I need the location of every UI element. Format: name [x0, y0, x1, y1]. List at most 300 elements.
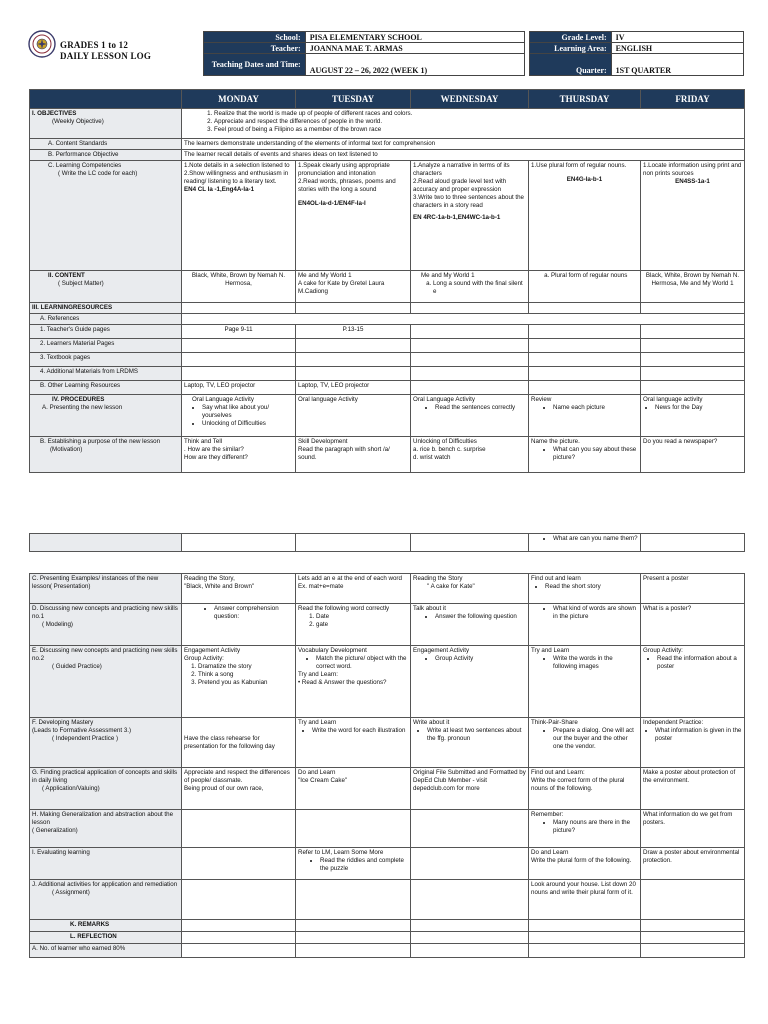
- list-item: • Name each picture: [553, 404, 638, 412]
- label-d-title: D. Discussing new concepts and practicing new skills no.1: [32, 605, 178, 620]
- references-label: A. References: [30, 314, 182, 325]
- text-line: Think-Pair-Share: [531, 719, 578, 726]
- list-item: • News for the Day: [655, 404, 742, 412]
- text-line: Vocabulary Development: [298, 647, 367, 654]
- i-tuesday: [296, 848, 411, 880]
- title-line-2: DAILY LESSON LOG: [60, 51, 152, 61]
- text-line: Me and My World 1: [421, 272, 475, 279]
- empty-cell: [529, 932, 641, 944]
- text-line: Try and Learn: [298, 719, 337, 726]
- references-row: [30, 314, 745, 325]
- empty-cell: [182, 314, 745, 325]
- school-label: School:: [204, 32, 306, 43]
- text-line: Unlocking of Difficulties: [413, 438, 477, 445]
- text-line: 1.Locate information using print and non prints sources: [643, 162, 742, 177]
- empty-cell: [296, 920, 411, 932]
- label-e-sub: ( Guided Practice): [52, 663, 102, 670]
- list-item: 3. Pretend you as Kabunian: [198, 679, 293, 687]
- text-line: Try and Learn:: [298, 671, 339, 678]
- quarter-label: Quarter:: [530, 54, 612, 76]
- text-line: Engagement Activity: [184, 647, 241, 654]
- e-friday: [641, 646, 745, 718]
- row-e: [30, 646, 745, 718]
- empty-cell: [296, 303, 411, 314]
- list-item: • Write at least two sentences about the ffg. pronoun: [427, 727, 526, 743]
- text-line: A cake for Kate by Gretel Laura M.Cadiong: [298, 280, 385, 295]
- empty-cell: [641, 381, 745, 395]
- deped-seal-icon: [28, 30, 56, 58]
- title-line-1: GRADES 1 to 12: [60, 40, 129, 50]
- row-c: [30, 574, 745, 604]
- lc-code: EN4OL-Ia-d-1/EN4F-Ia-I: [298, 200, 366, 207]
- label-j-title: J. Additional activities for application and remediation: [32, 881, 178, 888]
- e-thursday: [529, 646, 641, 718]
- performance-text: The learner recall details of events and shares ideas on text listened to: [182, 150, 745, 161]
- list-item: • Answer comprehension question:: [214, 605, 293, 621]
- text-line: • Read & Answer the questions?: [298, 679, 387, 686]
- text-line: Oral Language Activity: [413, 396, 475, 403]
- j-thursday: Look around your house. List down 20 nouns and write their plural form of it.: [529, 880, 641, 920]
- row-f: [30, 718, 745, 768]
- text-line: Reading the Story: [413, 575, 463, 582]
- text-line: "Ice Cream Cake": [298, 777, 348, 784]
- text-line: How are they different?: [184, 454, 248, 461]
- purpose-friday: Do you read a newspaper?: [641, 437, 745, 473]
- competency-wednesday: [411, 161, 529, 271]
- competencies-sub: ( Write the LC code for each): [58, 170, 138, 177]
- e-wednesday: [411, 646, 529, 718]
- content-standards-row: [30, 139, 745, 150]
- i-thursday: [529, 848, 641, 880]
- row-i: [30, 848, 745, 880]
- list-item: • Read the information about a poster: [657, 655, 742, 671]
- text-line: " A cake for Kate": [427, 583, 475, 590]
- competency-friday: [641, 161, 745, 271]
- competency-tuesday: [296, 161, 411, 271]
- list-item: • Say what like about you/ yourselves: [202, 404, 293, 420]
- text-line: Do and Learn: [531, 849, 569, 856]
- d-thursday: [529, 604, 641, 646]
- text-line: Find out and Learn:: [531, 769, 585, 776]
- other-monday: Laptop, TV, LEO projector: [182, 381, 296, 395]
- label-d: [30, 604, 182, 646]
- row-a-learners: [30, 944, 745, 958]
- text-line: d. wrist watch: [413, 454, 451, 461]
- g-wednesday: Original File Submitted and Formatted by DepEd Club Member - visit depedclub.com for more: [411, 768, 529, 810]
- grade-value: IV: [611, 32, 743, 43]
- content-label: [30, 271, 182, 303]
- c-wednesday: [411, 574, 529, 604]
- content-standards-label: A. Content Standards: [30, 139, 182, 150]
- label-h-sub: ( Generalization): [32, 827, 78, 834]
- empty-cell: [296, 353, 411, 367]
- empty-cell: [529, 944, 641, 958]
- e-monday: [182, 646, 296, 718]
- text-line: 1.Analyze a narrative in terms of its characters: [413, 162, 510, 177]
- text-line: Write the correct form of the plural nouns of the following.: [531, 777, 625, 792]
- label-g: [30, 768, 182, 810]
- text-line: Read the following word correctly: [298, 605, 390, 612]
- objective-item: 1. Realize that the world is made up of people of different races and colors.: [214, 110, 742, 118]
- empty-cell: [641, 534, 745, 552]
- empty-cell: [641, 339, 745, 353]
- text-line: Oral language activity: [643, 396, 703, 403]
- empty-cell: [641, 325, 745, 339]
- list-item: • Read the sentences correctly: [435, 404, 526, 412]
- learners-label: 2. Learners Material Pages: [30, 339, 182, 353]
- d-tuesday: [296, 604, 411, 646]
- teacher-label: Teacher:: [204, 43, 306, 54]
- lesson-log-table-2: [29, 573, 745, 958]
- other-tuesday: Laptop, TV, LEO projector: [296, 381, 411, 395]
- procedures-tuesday: Oral language Activity: [296, 395, 411, 437]
- empty-cell: [641, 920, 745, 932]
- empty-cell: [182, 353, 296, 367]
- f-thursday: [529, 718, 641, 768]
- empty-cell: [411, 848, 529, 880]
- d-friday: What is a poster?: [641, 604, 745, 646]
- day-monday: MONDAY: [182, 90, 296, 109]
- c-monday: [182, 574, 296, 604]
- empty-cell: [411, 339, 529, 353]
- header-left-table: [203, 31, 525, 76]
- text-line: "Black, White and Brown": [184, 583, 255, 590]
- label-a-learners: A. No. of learner who earned 80%: [30, 944, 182, 958]
- objectives-list: [182, 109, 745, 139]
- competency-monday: [182, 161, 296, 271]
- empty-cell: [411, 367, 529, 381]
- empty-cell: [296, 944, 411, 958]
- empty-cell: [411, 303, 529, 314]
- list-item: • What kind of words are shown in the picture: [553, 605, 638, 621]
- list-item: • Many nouns are there in the picture?: [553, 819, 638, 835]
- day-wednesday: WEDNESDAY: [411, 90, 529, 109]
- competency-thursday: [529, 161, 641, 271]
- competencies-title: C. Learning Competencies: [48, 162, 122, 169]
- empty-cell: [296, 810, 411, 848]
- empty-cell: [411, 944, 529, 958]
- text-line: 1.Use plural form of regular nouns.: [531, 162, 627, 169]
- empty-cell: [641, 880, 745, 920]
- empty-cell: [411, 325, 529, 339]
- empty-cell: [529, 325, 641, 339]
- objectives-row: [30, 109, 745, 139]
- text-line: 1.Speak clearly using appropriate pronunciation and intonation: [298, 162, 390, 177]
- empty-cell: [296, 932, 411, 944]
- h-friday: What information do we get from posters.: [641, 810, 745, 848]
- empty-cell: [641, 303, 745, 314]
- competencies-row: [30, 161, 745, 271]
- empty-cell: [296, 339, 411, 353]
- text-line: Skill Development: [298, 438, 348, 445]
- text-line: 2.Show willingness and enthusiasm in reading/ listening to a literary text.: [184, 170, 289, 185]
- purpose-tuesday: [296, 437, 411, 473]
- g-tuesday: [296, 768, 411, 810]
- empty-cell: [182, 944, 296, 958]
- list-item: • Group Activity: [435, 655, 526, 663]
- empty-cell: [641, 944, 745, 958]
- cont-thursday: [529, 534, 641, 552]
- empty-cell: [182, 848, 296, 880]
- lc-code: EN 4RC-1a-b-1,EN4WC-1a-b-1: [413, 214, 501, 221]
- label-g-sub: ( Application/Valuing): [42, 785, 100, 792]
- empty-cell: [641, 353, 745, 367]
- label-l: L. REFLECTION: [30, 932, 182, 944]
- empty-cell: [529, 303, 641, 314]
- c-friday: Present a poster: [641, 574, 745, 604]
- text-line: Refer to LM, Learn Some More: [298, 849, 384, 856]
- content-thursday: [529, 271, 641, 303]
- e-tuesday: [296, 646, 411, 718]
- purpose-title: B. Establishing a purpose of the new lesson: [40, 438, 161, 445]
- objective-item: 2. Appreciate and respect the differences of people in the world.: [214, 118, 742, 126]
- list-item: 1. Dramatize the story: [198, 663, 293, 671]
- empty-cell: [182, 534, 296, 552]
- day-header-row: [30, 90, 745, 109]
- row-j: [30, 880, 745, 920]
- content-row: [30, 271, 745, 303]
- empty-cell: [529, 381, 641, 395]
- content-friday: Black, White, Brown by Nemah N. Hermosa, Me and My World 1: [641, 271, 745, 303]
- continuation-row: [30, 534, 745, 552]
- label-f-sub2: ( Independent Practice ): [52, 735, 119, 742]
- procedures-a-label: A. Presenting the new lesson: [42, 404, 123, 411]
- empty-cell: [411, 932, 529, 944]
- text-line: Lets add an e at the end of each word: [298, 575, 402, 582]
- list-item: a. Plural form of regular nouns: [551, 272, 638, 280]
- list-item: • Prepare a dialog. One will act our the buyer and the other one the vendor.: [553, 727, 638, 751]
- f-monday: Have the class rehearse for presentation for the following day: [182, 718, 296, 768]
- tg-monday: Page 9-11: [182, 325, 296, 339]
- list-item: • What can you say about these picture?: [553, 446, 638, 462]
- teachers-guide-row: [30, 325, 745, 339]
- label-k: K. REMARKS: [30, 920, 182, 932]
- lc-code: EN4SS-1a-1: [675, 178, 710, 185]
- label-i: I. Evaluating learning: [30, 848, 182, 880]
- list-item: • What information is given in the poster: [655, 727, 742, 743]
- procedures-title: IV. PROCEDURES: [52, 396, 105, 403]
- empty-cell: [182, 339, 296, 353]
- dates-label: Teaching Dates and Time:: [204, 54, 306, 76]
- day-thursday: THURSDAY: [529, 90, 641, 109]
- text-line: Being proud of our own race,: [184, 785, 264, 792]
- day-friday: FRIDAY: [641, 90, 745, 109]
- procedures-wednesday: [411, 395, 529, 437]
- text-line: Group Activity:: [643, 647, 683, 654]
- label-f-sub1: (Leads to Formative Assessment 3.): [32, 727, 132, 734]
- label-h-title: H. Making Generalization and abstraction about the lesson: [32, 811, 174, 826]
- lc-code: EN4 CL Ia -1,Eng4A-Ia-1: [184, 186, 255, 193]
- list-item: a. Long a sound with the final silent e: [433, 280, 526, 296]
- text-line: Group Activity:: [184, 655, 224, 662]
- empty-cell: [411, 534, 529, 552]
- label-c: C. Presenting Examples/ instances of the new lesson( Presentation): [30, 574, 182, 604]
- procedures-label: [30, 395, 182, 437]
- list-item: • Write the word for each illustration: [312, 727, 408, 735]
- list-item: • Match the picture/ object with the correct word.: [316, 655, 408, 671]
- label-f: [30, 718, 182, 768]
- empty-cell: [529, 367, 641, 381]
- purpose-wednesday: [411, 437, 529, 473]
- resources-row: [30, 303, 745, 314]
- g-monday: [182, 768, 296, 810]
- text-line: Read the paragraph with short /a/ sound.: [298, 446, 390, 461]
- text-line: Do and Learn: [298, 769, 336, 776]
- c-tuesday: [296, 574, 411, 604]
- text-line: Remember:: [531, 811, 564, 818]
- list-item: 1. Date: [316, 613, 408, 621]
- purpose-monday: [182, 437, 296, 473]
- area-label: Learning Area:: [530, 43, 612, 54]
- empty-cell: [411, 353, 529, 367]
- textbook-row: [30, 353, 745, 367]
- text-line: 2.Read words, phrases, poems and stories with the long a sound: [298, 178, 396, 193]
- empty-cell: [296, 880, 411, 920]
- d-monday: [182, 604, 296, 646]
- grade-label: Grade Level:: [530, 32, 612, 43]
- text-line: Name the picture.: [531, 438, 580, 445]
- text-line: Think and Tell: [184, 438, 223, 445]
- row-l: [30, 932, 745, 944]
- row-g: [30, 768, 745, 810]
- content-title: II. CONTENT: [48, 272, 85, 279]
- row-k: [30, 920, 745, 932]
- empty-cell: [182, 880, 296, 920]
- label-j-sub: ( Assignment): [52, 889, 90, 896]
- list-item: • Read the riddles and complete the puzzle: [320, 857, 408, 873]
- text-line: a. rice b. bench c. surprise: [413, 446, 486, 453]
- content-monday: Black, White, Brown by Nemah N. Hermosa,: [182, 271, 296, 303]
- procedures-monday: [182, 395, 296, 437]
- empty-cell: [641, 367, 745, 381]
- school-value: PISA ELEMENTARY SCHOOL: [305, 32, 524, 43]
- empty-cell: [529, 920, 641, 932]
- label-e: [30, 646, 182, 718]
- empty-cell: [529, 353, 641, 367]
- f-friday: [641, 718, 745, 768]
- text-line: Engagement Activity: [413, 647, 470, 654]
- content-wednesday: [411, 271, 529, 303]
- i-friday: Draw a poster about environmental protection.: [641, 848, 745, 880]
- label-j: [30, 880, 182, 920]
- purpose-thursday: [529, 437, 641, 473]
- list-item: • Unlocking of Difficulties: [202, 420, 293, 428]
- row-d: [30, 604, 745, 646]
- text-line: Write the plural form of the following.: [531, 857, 632, 864]
- header-right-table: [529, 31, 744, 76]
- label-e-title: E. Discussing new concepts and practicing new skills no.2: [32, 647, 178, 662]
- text-line: 3.Write two to three sentences about the characters in a story read: [413, 194, 524, 209]
- text-line: Try and Learn: [531, 647, 570, 654]
- text-line: Talk about it: [413, 605, 447, 612]
- purpose-label: [30, 437, 182, 473]
- f-wednesday: [411, 718, 529, 768]
- text-line: Review: [531, 396, 552, 403]
- f-tuesday: [296, 718, 411, 768]
- empty-cell: [411, 810, 529, 848]
- procedures-row: [30, 395, 745, 437]
- g-friday: Make a poster about protection of the environment.: [641, 768, 745, 810]
- empty-cell: [411, 920, 529, 932]
- additional-label: 4. Additional Materials from LRDMS: [30, 367, 182, 381]
- text-line: Oral Language Activity: [192, 396, 254, 403]
- label-f-title: F. Developing Mastery: [32, 719, 94, 726]
- empty-cell: [296, 534, 411, 552]
- label-d-sub: ( Modeling): [42, 621, 73, 628]
- label-g-title: G. Finding practical application of concepts and skills in daily living: [32, 769, 178, 784]
- list-item: • Write the words in the following images: [553, 655, 638, 671]
- text-line: 2.Read aloud grade level text with accuracy and proper expression: [413, 178, 507, 193]
- objectives-sub: (Weekly Objective): [52, 118, 104, 125]
- purpose-row: [30, 437, 745, 473]
- other-resources-row: [30, 381, 745, 395]
- procedures-friday: [641, 395, 745, 437]
- list-item: 2. gate: [316, 621, 408, 629]
- empty-cell: [182, 920, 296, 932]
- empty-cell: [30, 534, 182, 552]
- objectives-label: [30, 109, 182, 139]
- empty-cell: [182, 367, 296, 381]
- teachers-guide-label: 1. Teacher's Guide pages: [30, 325, 182, 339]
- empty-cell: [411, 880, 529, 920]
- row-h: [30, 810, 745, 848]
- area-value: ENGLISH: [611, 43, 743, 54]
- lesson-log-table-cont: [29, 533, 745, 552]
- list-item: • What are can you name them?: [553, 535, 638, 543]
- additional-row: [30, 367, 745, 381]
- tg-tuesday: P.13-15: [296, 325, 411, 339]
- empty-cell: [182, 303, 296, 314]
- label-h: [30, 810, 182, 848]
- competencies-label: [30, 161, 182, 271]
- content-sub: ( Subject Matter): [58, 280, 104, 287]
- document-title: [60, 40, 151, 62]
- empty-cell: [411, 381, 529, 395]
- g-thursday: [529, 768, 641, 810]
- text-line: Ex. mat+e=mate: [298, 583, 344, 590]
- text-line: Me and My World 1: [298, 272, 352, 279]
- day-tuesday: TUESDAY: [296, 90, 411, 109]
- list-item: 2. Think a song: [198, 671, 293, 679]
- empty-cell: [296, 367, 411, 381]
- text-line: Write about it: [413, 719, 450, 726]
- content-standards-text: The learners demonstrate understanding of the elements of informal text for comprehension: [182, 139, 745, 150]
- teacher-value: JOANNA MAE T. ARMAS: [305, 43, 524, 54]
- text-line: Find out and learn: [531, 575, 581, 582]
- textbook-label: 3. Textbook pages: [30, 353, 182, 367]
- d-wednesday: [411, 604, 529, 646]
- purpose-sub: (Motivation): [50, 446, 83, 453]
- empty-cell: [182, 932, 296, 944]
- list-item: • Answer the following question: [435, 613, 526, 621]
- content-tuesday: [296, 271, 411, 303]
- lc-code: EN4G-Ia-b-1: [566, 176, 603, 183]
- learners-row: [30, 339, 745, 353]
- h-thursday: [529, 810, 641, 848]
- list-item: • Read the short story: [545, 583, 638, 591]
- lesson-log-table-1: [29, 89, 745, 473]
- performance-label: B. Performance Objective: [30, 150, 182, 161]
- objectives-title: I. OBJECTIVES: [32, 110, 77, 117]
- performance-row: [30, 150, 745, 161]
- procedures-thursday: [529, 395, 641, 437]
- objective-item: 3. Feel proud of being a Filipino as a member of the brown race: [214, 126, 742, 134]
- text-line: Appreciate and respect the differences of people/ classmate.: [184, 769, 290, 784]
- c-thursday: [529, 574, 641, 604]
- other-resources-label: B. Other Learning Resources: [30, 381, 182, 395]
- empty-cell: [529, 339, 641, 353]
- corner-cell: [30, 90, 182, 109]
